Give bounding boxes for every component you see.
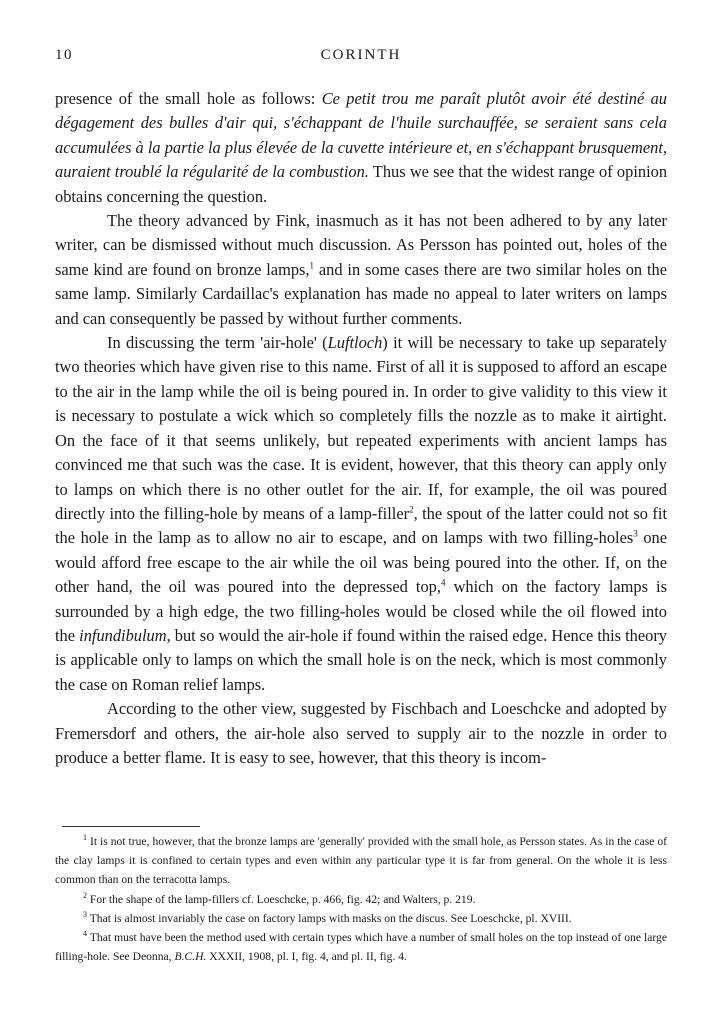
footnote-ref: 2 [83,890,87,900]
footnote-ref: 4 [440,577,446,588]
running-head: CORINTH [320,47,402,63]
italic-text: infundibulum [79,625,167,645]
paragraph-4 [55,697,667,770]
text-run: ) it will be necessary to take up separately two theories which have given rise to this name. First of all it is supposed to afford an escape to the air in the lamp while the oil is being poured in. In order to give validity to this view it is necessary to postulate a wick which so completely fills the nozzle as to make it airtight. On the face of it that seems unlikely, but repeated experiments with ancient lamps has convinced me that such was the case. It is evident, however, that this theory can apply only to lamps on which there is no other outlet for the air. If, for example, the oil was poured directly into the filling-hole by means of a lamp-filler [55,333,667,523]
footnote-4 [55,928,667,966]
text-run: That is almost invariably the case on factory lamps with masks on the discus. See Loeschcke, pl. XVIII. [87,911,572,925]
text-run: and in some cases there are two similar holes on the same lamp. Similarly Cardaillac's explanation has made no appeal to later writers on lamps and can consequently be passed by without further comments. [55,259,667,328]
footnote-ref: 4 [83,929,87,939]
footnote-ref: 3 [83,909,87,919]
text-run: In discussing the term 'air-hole' ( [107,333,328,353]
text-run: For the shape of the lamp-fillers cf. Loeschcke, p. 466, fig. 42; and Walters, p. 219. [87,892,476,906]
text-run: presence of the small hole as follows: [55,89,322,108]
footnote-1 [55,832,667,890]
text-run: It is not true, however, that the bronze lamps are 'generally' provided with the small hole, as Persson states. As in the case of the clay lamps it is confined to certain types and even within any particular type it is far from general. On the whole it is less common than on the terracotta lamps. [55,835,667,887]
paragraph-2 [55,209,667,331]
text-run: , but so would the air-hole if found within the raised edge. Hence this theory is applicable only to lamps on which the small hole is on the neck, which is most commonly the case on Roman relief lamps. [55,625,668,694]
paragraph-3 [55,331,667,697]
footnote-ref: 1 [83,833,87,843]
body-text [55,87,667,770]
text-run: According to the other view, suggested by Fischbach and Loeschcke and adopted by Fremersdorf and others, the air-hole also served to supply air to the nozzle in order to produce a better flame. It is easy to see, however, that this theory is incom- [55,699,667,767]
text-run: which on the factory lamps is surrounded by a high edge, the two filling-holes would be closed while the oil flowed into the [55,577,667,645]
paragraph-1 [55,87,667,209]
page-header [55,47,667,69]
footnote-ref: 3 [633,528,638,539]
italic-text: Ce petit trou me paraît plutôt avoir été destiné au dégagement des bulles d'air qui, s'échappant de l'huile surchauffée, se seraient sans cela accumulées à la partie la plus élevée de la cuvette intérieure et, en s'échappant brusquement, auraient troublé la régularité de la combustion. [55,89,667,182]
footnote-ref: 2 [409,504,414,515]
text-run: Thus we see that the widest range of opinion obtains concerning the question. [55,162,668,206]
footnote-ref: 1 [309,260,314,271]
italic-text: Luftloch [327,333,383,353]
footnotes [55,832,667,966]
text-run: , the spout of the latter could not so fit the hole in the lamp as to allow no air to escape, and on lamps with two filling-holes [55,503,667,548]
page-number: 10 [55,47,73,63]
italic-text: B.C.H. [174,950,207,964]
text-run: one would afford free escape to the air while the oil was being poured into the other. If, on the other hand, the oil was poured into the depressed top, [55,528,668,597]
footnote-2 [55,890,667,909]
footnote-divider [62,826,200,827]
text-run: XXXII, 1908, pl. I, fig. 4, and pl. II, fig. 4. [206,950,407,964]
text-run: That must have been the method used with certain types which have a number of small holes on the top instead of one large filling-hole. See Deonna, [55,931,667,964]
footnote-3 [55,909,667,928]
text-run: The theory advanced by Fink, inasmuch as it has not been adhered to by any later writer, can be dismissed without much discussion. As Persson has pointed out, holes of the same kind are found on bronze lamps, [55,211,667,279]
